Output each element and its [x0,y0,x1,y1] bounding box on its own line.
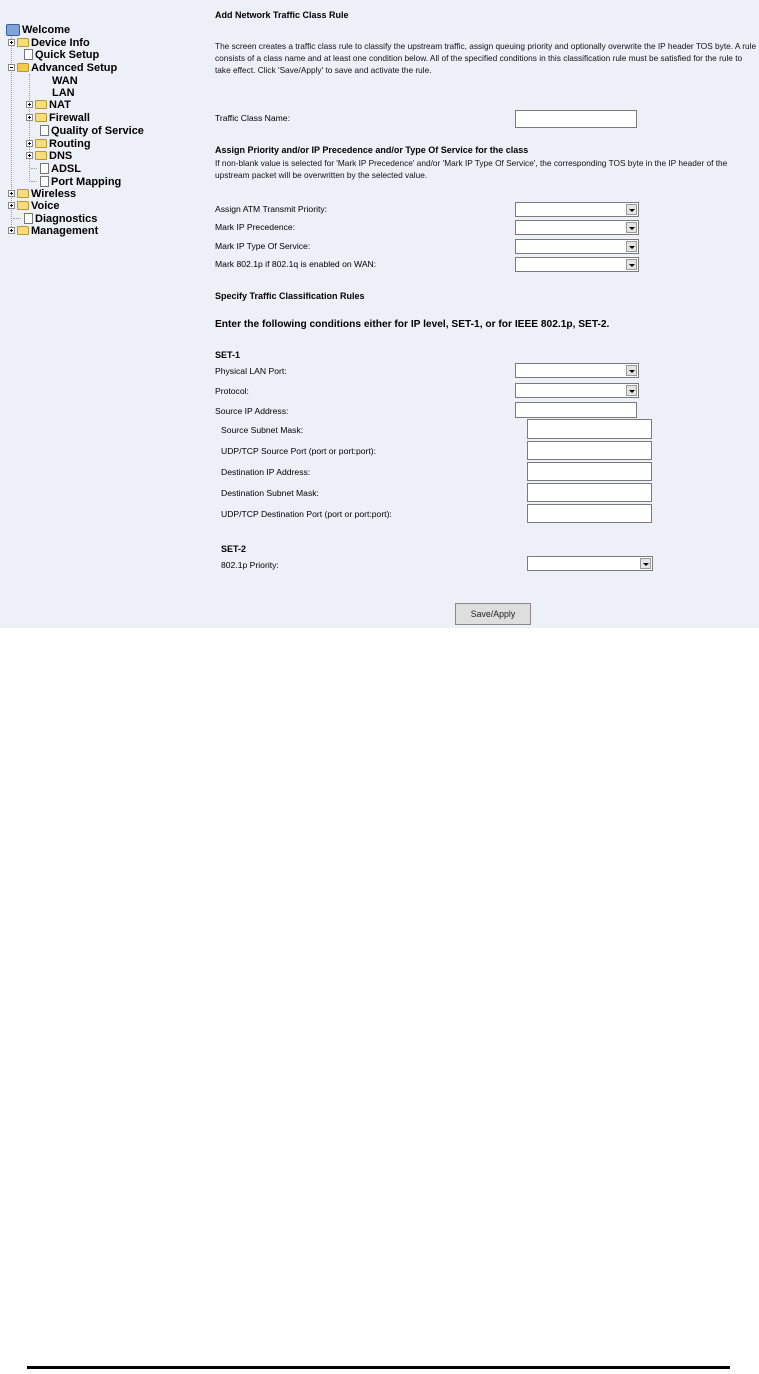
ip-tos-select[interactable] [515,239,639,254]
priority-8021p-label: 802.1p Priority: [221,560,279,570]
page-icon [40,163,49,174]
save-apply-button[interactable]: Save/Apply [455,603,531,625]
folder-icon [35,151,47,160]
sidebar-item-wireless[interactable]: Wireless [8,187,76,200]
sidebar-item-port-mapping[interactable]: Port Mapping [40,175,121,188]
expand-plus-icon[interactable] [8,39,15,46]
sidebar-tree [0,0,200,628]
expand-plus-icon[interactable] [26,152,33,159]
assign-heading: Assign Priority and/or IP Precedence and/or Type Of Service for the class [215,145,529,155]
dest-ip-input[interactable] [527,462,652,481]
expand-plus-icon[interactable] [8,202,15,209]
protocol-label: Protocol: [215,386,249,396]
sidebar-item-voice[interactable]: Voice [8,199,60,212]
folder-icon [35,100,47,109]
sidebar-item-welcome[interactable]: Welcome [6,23,70,36]
dest-port-input[interactable] [527,504,652,523]
sidebar-item-dns[interactable]: DNS [26,149,72,162]
sidebar-item-lan[interactable]: LAN [52,86,75,99]
sidebar-item-quick-setup[interactable]: Quick Setup [24,48,99,61]
priority-8021p-select[interactable] [527,556,653,571]
page-icon [24,49,33,60]
folder-icon [17,38,29,47]
mark-8021p-select[interactable] [515,257,639,272]
sidebar-item-management[interactable]: Management [8,224,98,237]
page-title: Add Network Traffic Class Rule [215,10,349,20]
chevron-down-icon [626,385,637,396]
sidebar-item-wan[interactable]: WAN [52,74,78,87]
atm-priority-label: Assign ATM Transmit Priority: [215,204,328,214]
footer-rule [27,1366,730,1369]
source-port-input[interactable] [527,441,652,460]
expand-plus-icon[interactable] [26,101,33,108]
protocol-select[interactable] [515,383,639,398]
source-mask-label: Source Subnet Mask: [221,425,304,435]
chevron-down-icon [626,222,637,233]
mark-8021p-label: Mark 802.1p if 802.1q is enabled on WAN: [215,259,377,269]
chevron-down-icon [640,558,651,569]
folder-icon [17,226,29,235]
source-port-label: UDP/TCP Source Port (port or port:port): [221,446,377,456]
folder-icon [17,189,29,198]
page-icon [40,125,49,136]
chevron-down-icon [626,259,637,270]
folder-icon [35,139,47,148]
folder-icon [17,201,29,210]
source-ip-input[interactable] [515,402,637,418]
expand-plus-icon[interactable] [26,114,33,121]
class-name-label: Traffic Class Name: [215,113,290,123]
folder-open-icon [17,63,29,72]
sidebar-item-diagnostics[interactable]: Diagnostics [24,212,97,225]
source-ip-label: Source IP Address: [215,406,289,416]
folder-icon [35,113,47,122]
page-description: The screen creates a traffic class rule to classify the upstream traffic, assign queuing priority and optionally overwrite the IP header TOS byte. A rule consists of a class name and at least one condition below. All of the specified conditions in this classification rule must be satisfied for the rule to take effect. Click 'Save/Apply' to save and activate the rule. [215,41,757,75]
collapse-minus-icon[interactable] [8,64,15,71]
conditions-heading: Enter the following conditions either for IP level, SET-1, or for IEEE 802.1p, SET-2. [215,319,610,330]
class-name-input[interactable] [515,110,637,128]
tree-line [29,74,30,182]
dest-port-label: UDP/TCP Destination Port (port or port:port): [221,509,392,519]
sidebar-item-quality-of-service[interactable]: Quality of Service [40,124,144,137]
sidebar-item-firewall[interactable]: Firewall [26,111,90,124]
ip-precedence-select[interactable] [515,220,639,235]
ip-tos-label: Mark IP Type Of Service: [215,241,311,251]
sidebar-item-advanced-setup[interactable]: Advanced Setup [8,61,117,74]
tree-line [31,181,37,182]
assign-note: If non-blank value is selected for 'Mark IP Precedence' and/or 'Mark IP Type Of Service', the corresponding TOS byte in the IP header of the upstream packet will be overwritten by the selected value. [215,158,728,180]
sidebar-item-device-info[interactable]: Device Info [8,36,90,49]
screenshot-area [0,0,759,628]
rules-heading: Specify Traffic Classification Rules [215,291,365,301]
expand-plus-icon[interactable] [26,140,33,147]
tree-line [31,168,37,169]
sidebar-item-nat[interactable]: NAT [26,98,71,111]
tree-line [13,218,21,219]
dest-mask-label: Destination Subnet Mask: [221,488,319,498]
dest-mask-input[interactable] [527,483,652,502]
physical-lan-port-select[interactable] [515,363,639,378]
dest-ip-label: Destination IP Address: [221,467,311,477]
sidebar-item-adsl[interactable]: ADSL [40,162,81,175]
sidebar-item-routing[interactable]: Routing [26,137,91,150]
chevron-down-icon [626,365,637,376]
computer-globe-icon [6,24,20,36]
chevron-down-icon [626,241,637,252]
page-icon [24,213,33,224]
source-mask-input[interactable] [527,419,652,439]
expand-plus-icon[interactable] [8,190,15,197]
page-icon [40,176,49,187]
expand-plus-icon[interactable] [8,227,15,234]
physical-lan-port-label: Physical LAN Port: [215,366,287,376]
atm-priority-select[interactable] [515,202,639,217]
ip-precedence-label: Mark IP Precedence: [215,222,296,232]
set1-title: SET-1 [215,350,241,360]
set2-title: SET-2 [221,544,247,554]
chevron-down-icon [626,204,637,215]
